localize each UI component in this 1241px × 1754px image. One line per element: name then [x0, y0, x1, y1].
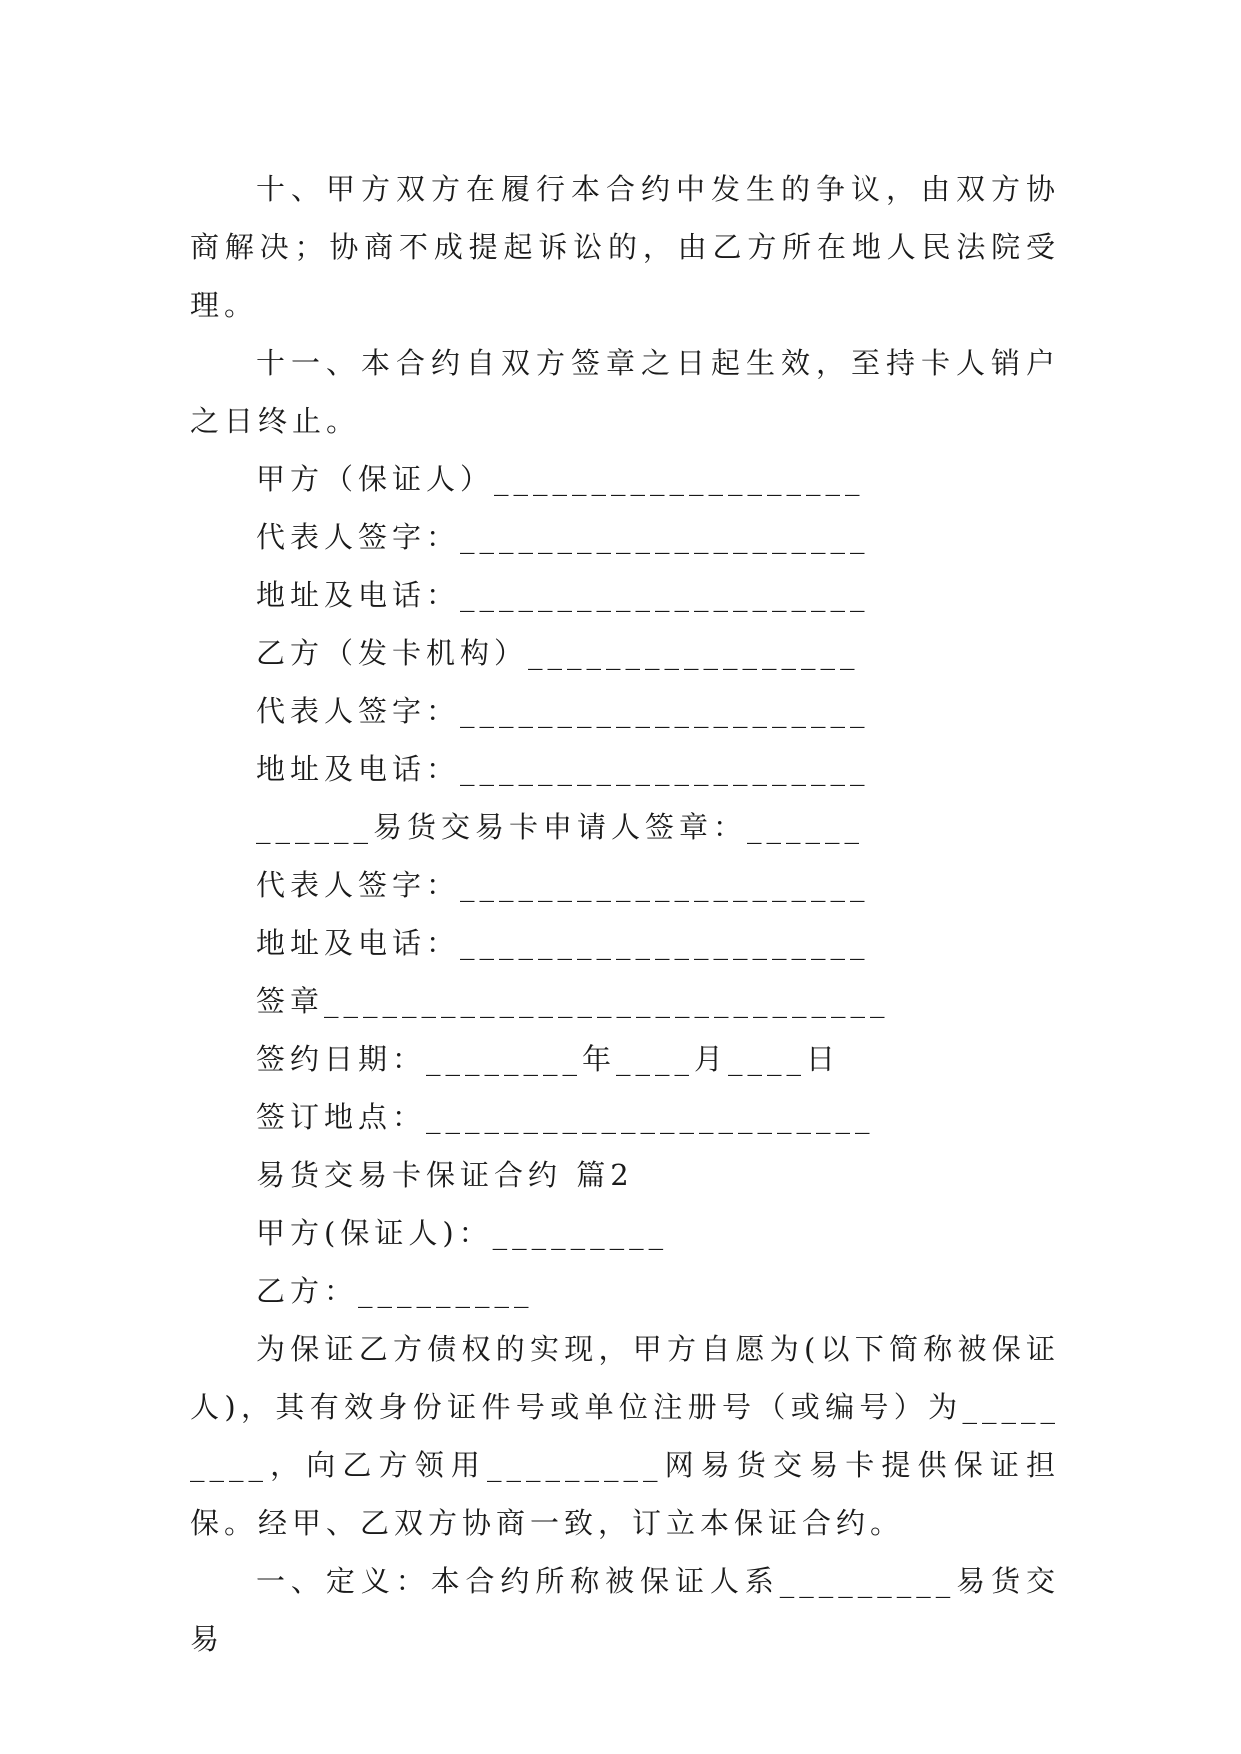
signing-place-line: 签订地点：_______________________ [256, 1100, 875, 1134]
applicant-address-line: 地址及电话：_____________________ [256, 926, 870, 960]
section-2-clause-1: 一、定义：本合约所称被保证人系_________易货交易 [190, 1564, 1060, 1656]
party-b-address-line: 地址及电话：_____________________ [256, 752, 870, 786]
party-a-guarantor-line: 甲方（保证人）___________________ [256, 462, 865, 496]
section-2-party-b: 乙方：_________ [256, 1274, 534, 1308]
applicant-seal-line: ______易货交易卡申请人签章：______ [256, 810, 865, 844]
party-b-issuer-line: 乙方（发卡机构）_________________ [256, 636, 860, 670]
section-2-intro: 为保证乙方债权的实现，甲方自愿为(以下简称被保证人)，其有效身份证件号或单位注册号（或编号）为_________，向乙方领用_________网易货交易卡提供保证担保。经甲、乙双方协商一致，订立本保证合约。 [190, 1332, 1060, 1540]
party-a-address-line: 地址及电话：_____________________ [256, 578, 870, 612]
section-2-party-a: 甲方(保证人)：_________ [256, 1216, 669, 1250]
applicant-representative-line: 代表人签字：_____________________ [256, 868, 870, 902]
party-a-representative-line: 代表人签字：_____________________ [256, 520, 870, 554]
section-2-title: 易货交易卡保证合约 篇2 [256, 1158, 634, 1192]
document-page [190, 160, 1060, 1668]
clause-11: 十一、本合约自双方签章之日起生效，至持卡人销户之日终止。 [190, 346, 1060, 438]
signing-date-line: 签约日期：________年____月____日 [256, 1042, 841, 1076]
seal-line: 签章_____________________________ [256, 984, 890, 1018]
party-b-representative-line: 代表人签字：_____________________ [256, 694, 870, 728]
clause-10: 十、甲方双方在履行本合约中发生的争议，由双方协商解决；协商不成提起诉讼的，由乙方所在地人民法院受理。 [190, 172, 1060, 322]
